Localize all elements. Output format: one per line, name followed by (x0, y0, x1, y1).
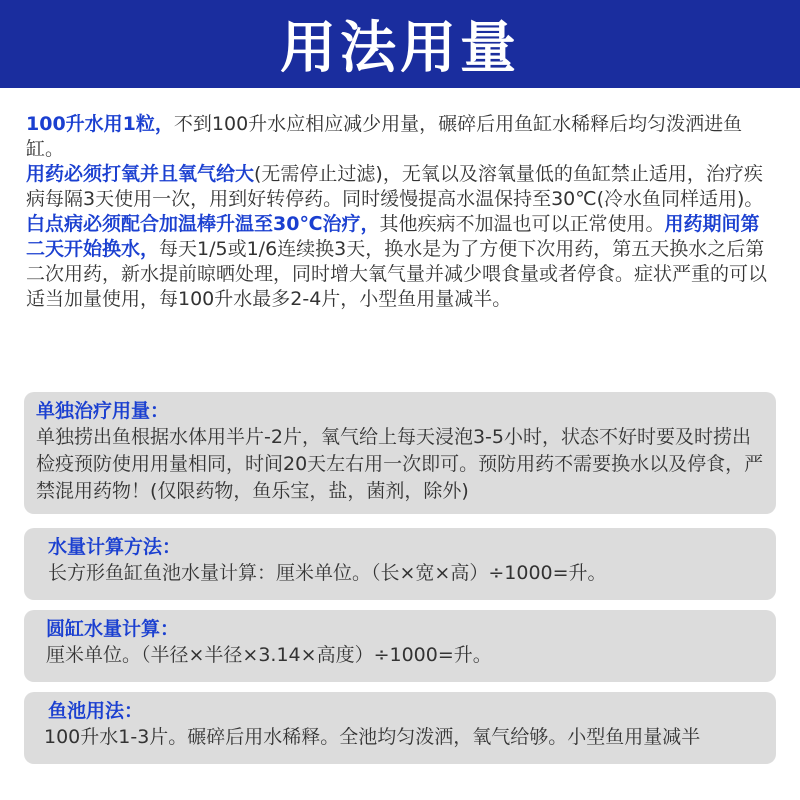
water-change-highlight: 用药期间第二天开始换水， (26, 213, 760, 260)
single-treatment-title: 单独治疗用量： (36, 400, 170, 422)
intro-paragraph-dosage (26, 112, 778, 162)
dosage-text: 不到100升水应相应减少用量，碾碎后用鱼缸水稀释后均匀泼洒进鱼缸。 (26, 113, 743, 160)
water-volume-body: 长方形鱼缸鱼池水量计算：厘米单位。（长×宽×高）÷1000=升。 (48, 562, 607, 584)
round-tank-body: 厘米单位。（半径×半径×3.14×高度）÷1000=升。 (46, 644, 492, 666)
round-tank-section (24, 610, 776, 682)
round-tank-title: 圆缸水量计算： (46, 618, 180, 640)
intro-paragraph-oxygen (26, 162, 778, 212)
single-treatment-section (24, 392, 776, 514)
single-treatment-body: 单独捞出鱼根据水体用半片-2片，氧气给上每天浸泡3-5小时，状态不好时要及时捞出检疫预防使用用量相同，时间20天左右用一次即可。预防用药不需要换水以及停食，严禁混用药物！(仅限药物，鱼乐宝，盐，菌剂，除外) (36, 426, 764, 502)
water-change-text: 每天1/5或1/6连续换3天，换水是为了方便下次用药，第五天换水之后第二次用药，新水提前晾晒处理，同时增大氧气量并减少喂食量或者停食。症状严重的可以适当加量使用，每100升水最多2-4片，小型鱼用量减半。 (26, 238, 768, 310)
water-volume-title: 水量计算方法： (48, 536, 182, 558)
oxygen-highlight: 用药必须打氧并且氧气给大 (26, 163, 255, 185)
whitespot-highlight: 白点病必须配合加温棒升温至30℃治疗， (26, 213, 380, 235)
water-volume-section (24, 528, 776, 600)
dosage-highlight: 100升水用1粒， (26, 113, 174, 135)
pond-usage-section (24, 692, 776, 764)
intro-instructions (26, 112, 778, 312)
whitespot-text: 其他疾病不加温也可以正常使用。 (379, 213, 665, 235)
pond-usage-title: 鱼池用法： (48, 700, 144, 722)
intro-paragraph-whitespot (26, 212, 778, 312)
oxygen-text: (无需停止过滤)，无氧以及溶氧量低的鱼缸禁止适用，治疗疾病每隔3天使用一次，用到好转停药。同时缓慢提高水温保持至30℃(冷水鱼同样适用)。 (26, 163, 764, 210)
header-banner (0, 0, 800, 88)
pond-usage-body: 100升水1-3片。碾碎后用水稀释。全池均匀泼洒，氧气给够。小型鱼用量减半 (44, 726, 701, 748)
page-title: 用法用量 (280, 16, 520, 81)
